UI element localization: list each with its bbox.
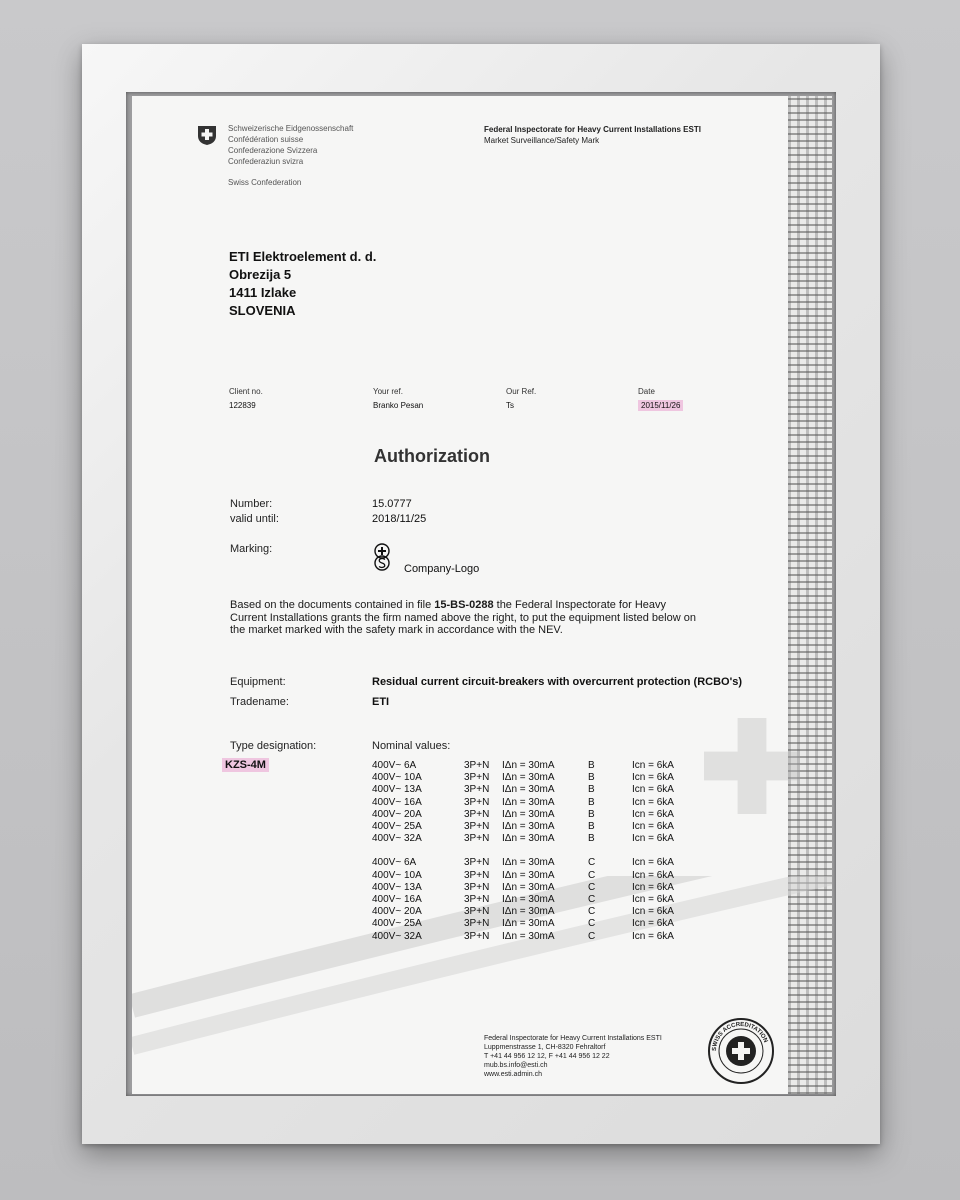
recipient-address — [229, 248, 376, 320]
type-designation-value: KZS-4M — [222, 759, 269, 771]
nominal-value-cell: 3P+N — [464, 869, 490, 881]
nominal-value-cell: Icn = 6kA — [632, 833, 674, 845]
nominal-value-cell: Icn = 6kA — [632, 918, 674, 930]
recipient-city: 1411 Izlake — [229, 285, 297, 300]
nominal-value-cell: IΔn = 30mA — [502, 906, 555, 918]
nominal-value-cell: B — [588, 821, 595, 833]
nominal-value-cell: IΔn = 30mA — [502, 857, 555, 869]
nominal-value-cell: 400V~ 32A — [372, 833, 422, 845]
nominal-value-row — [372, 906, 674, 918]
nominal-value-cell: B — [588, 760, 595, 771]
nominal-value-cell: B — [588, 784, 595, 796]
nominal-value-cell: Icn = 6kA — [632, 760, 674, 771]
confed-line-fr: Confédération suisse — [228, 135, 304, 144]
nominal-value-cell: 3P+N — [464, 930, 490, 942]
nominal-value-row — [372, 784, 674, 796]
nominal-value-cell: Icn = 6kA — [632, 796, 674, 808]
nominal-value-cell: 400V~ 20A — [372, 906, 422, 918]
date-value: 2015/11/26 — [638, 400, 683, 411]
ref-client — [229, 385, 263, 413]
valid-until-label: valid until: — [230, 513, 279, 525]
swiss-crest-icon — [196, 124, 218, 146]
nominal-value-cell: Icn = 6kA — [632, 857, 674, 869]
esti-header — [484, 124, 701, 146]
nominal-value-cell: Icn = 6kA — [632, 772, 674, 784]
safety-mark-icon — [372, 543, 392, 571]
nominal-value-row — [372, 833, 674, 845]
marking-text: Company-Logo — [404, 563, 480, 575]
nominal-value-cell: IΔn = 30mA — [502, 808, 555, 820]
nominal-value-cell: IΔn = 30mA — [502, 784, 555, 796]
nominal-value-cell: IΔn = 30mA — [502, 881, 555, 893]
esti-subtitle: Market Surveillance/Safety Mark — [484, 136, 600, 145]
confed-line-rm: Confederaziun svizra — [228, 157, 304, 166]
nominal-value-cell: 3P+N — [464, 881, 490, 893]
ref-date — [638, 385, 683, 413]
nominal-value-row — [372, 857, 674, 869]
tradename-label: Tradename: — [230, 696, 289, 708]
nominal-value-cell: 400V~ 13A — [372, 784, 422, 796]
nominal-value-cell: C — [588, 881, 596, 893]
nominal-value-row — [372, 809, 674, 821]
nominal-value-cell: B — [588, 833, 595, 845]
your-ref-value: Branko Pesan — [373, 401, 424, 410]
footer-line: www.esti.admin.ch — [484, 1071, 542, 1078]
nominal-value-cell: C — [588, 894, 596, 906]
nominal-value-cell: IΔn = 30mA — [502, 772, 555, 784]
nominal-value-cell: 400V~ 6A — [372, 760, 417, 771]
nominal-value-cell: C — [588, 857, 596, 869]
date-label: Date — [638, 387, 655, 396]
esti-title: Federal Inspectorate for Heavy Current Installations ESTI — [484, 125, 701, 134]
footer-address — [484, 1034, 662, 1079]
nominal-value-cell: 3P+N — [464, 918, 490, 930]
recipient-street: Obrezija 5 — [229, 267, 292, 282]
nominal-value-cell: B — [588, 808, 595, 820]
recipient-company: ETI Elektroelement d. d. — [229, 249, 377, 264]
nominal-value-cell: 3P+N — [464, 833, 490, 845]
nominal-value-row — [372, 870, 674, 882]
rows-group-b — [372, 760, 674, 845]
nominal-value-cell: IΔn = 30mA — [502, 833, 555, 845]
nominal-value-cell: Icn = 6kA — [632, 906, 674, 918]
nominal-value-cell: Icn = 6kA — [632, 784, 674, 796]
client-no-value: 122839 — [229, 401, 256, 410]
nominal-value-cell: Icn = 6kA — [632, 808, 674, 820]
nominal-value-cell: IΔn = 30mA — [502, 930, 555, 942]
nominal-value-row — [372, 918, 674, 930]
equipment-value: Residual current circuit-breakers with overcurrent protection (RCBO's) — [372, 676, 742, 688]
tradename-value: ETI — [372, 696, 390, 708]
nominal-value-cell: B — [588, 796, 595, 808]
client-no-label: Client no. — [229, 387, 263, 396]
footer-line: T +41 44 956 12 12, F +41 44 956 12 22 — [484, 1053, 610, 1060]
nominal-value-cell: Icn = 6kA — [632, 869, 674, 881]
confederation-names — [228, 123, 353, 188]
nominal-value-cell: B — [588, 772, 595, 784]
nominal-value-cell: 400V~ 13A — [372, 881, 422, 893]
nominal-value-row — [372, 882, 674, 894]
nominal-value-cell: 400V~ 25A — [372, 821, 422, 833]
nominal-value-cell: 3P+N — [464, 894, 490, 906]
nominal-value-cell: 400V~ 16A — [372, 894, 422, 906]
nominal-value-cell: Icn = 6kA — [632, 821, 674, 833]
confed-line-it: Confederazione Svizzera — [228, 146, 318, 155]
nominal-value-cell: 400V~ 6A — [372, 857, 417, 869]
nominal-value-cell: IΔn = 30mA — [502, 796, 555, 808]
nominal-value-row — [372, 797, 674, 809]
nominal-value-cell: 3P+N — [464, 857, 490, 869]
number-value: 15.0777 — [372, 498, 412, 510]
authorization-paragraph — [230, 599, 700, 637]
nominal-value-cell: Icn = 6kA — [632, 881, 674, 893]
swiss-confederation: Swiss Confederation — [228, 178, 302, 187]
paragraph-file: 15-BS-0288 — [434, 599, 494, 611]
nominal-value-cell: IΔn = 30mA — [502, 821, 555, 833]
nominal-value-cell: 400V~ 10A — [372, 869, 422, 881]
nominal-value-cell: 400V~ 10A — [372, 772, 422, 784]
nominal-value-cell: 400V~ 20A — [372, 808, 422, 820]
watermark-swiss-cross — [692, 706, 812, 826]
nominal-value-cell: 400V~ 25A — [372, 918, 422, 930]
nominal-value-cell: C — [588, 918, 596, 930]
nominal-value-cell: C — [588, 906, 596, 918]
marking-label: Marking: — [230, 543, 273, 555]
accreditation-seal-icon — [706, 1016, 776, 1086]
our-ref-label: Our Ref. — [506, 387, 537, 396]
nominal-value-cell: 3P+N — [464, 760, 490, 771]
our-ref-value: Ts — [506, 401, 514, 410]
seal-text: SWISS ACCREDITATION — [711, 1021, 769, 1052]
nominal-value-cell: Icn = 6kA — [632, 894, 674, 906]
footer-line: Federal Inspectorate for Heavy Current Installations ESTI — [484, 1035, 662, 1042]
type-designation-label: Type designation: — [230, 740, 317, 752]
confed-line-de: Schweizerische Eidgenossenschaft — [228, 124, 354, 133]
nominal-value-row — [372, 894, 674, 906]
nominal-value-cell: 3P+N — [464, 796, 490, 808]
ref-our — [506, 385, 536, 413]
nominal-value-cell: 400V~ 32A — [372, 930, 422, 942]
nominal-value-cell: 3P+N — [464, 808, 490, 820]
equipment-label: Equipment: — [230, 676, 286, 688]
valid-until-value: 2018/11/25 — [372, 513, 427, 525]
nominal-value-row — [372, 931, 674, 943]
certificate-document — [132, 96, 832, 1094]
nominal-value-cell: C — [588, 869, 596, 881]
nominal-value-cell: 3P+N — [464, 821, 490, 833]
nominal-values-label: Nominal values: — [372, 740, 451, 752]
document-title: Authorization — [374, 446, 490, 466]
paragraph-post: the Federal Inspectorate for Heavy Current Installations grants the firm named above the right, to put the equipment listed below on the market marked with the safety mark in accordance with the NEV. — [230, 599, 696, 636]
ref-your — [373, 385, 423, 413]
nominal-value-cell: IΔn = 30mA — [502, 869, 555, 881]
paragraph-pre: Based on the documents contained in file — [230, 599, 435, 611]
nominal-values-table — [372, 760, 674, 943]
nominal-value-cell: C — [588, 930, 596, 942]
footer-line: Luppmenstrasse 1, CH-8320 Fehraltorf — [484, 1044, 606, 1051]
nominal-value-row — [372, 821, 674, 833]
rows-group-c — [372, 857, 674, 942]
nominal-value-cell: IΔn = 30mA — [502, 918, 555, 930]
your-ref-label: Your ref. — [373, 387, 403, 396]
nominal-value-row — [372, 772, 674, 784]
nominal-value-cell: 3P+N — [464, 906, 490, 918]
nominal-value-cell: 3P+N — [464, 772, 490, 784]
recipient-country: SLOVENIA — [229, 303, 296, 318]
nominal-value-cell: 3P+N — [464, 784, 490, 796]
nominal-value-row — [372, 760, 674, 772]
number-label: Number: — [230, 498, 273, 510]
nominal-value-cell: IΔn = 30mA — [502, 894, 555, 906]
footer-line: mub.bs.info@esti.ch — [484, 1062, 548, 1069]
nominal-value-cell: IΔn = 30mA — [502, 760, 555, 771]
nominal-value-cell: 400V~ 16A — [372, 796, 422, 808]
nominal-value-cell: Icn = 6kA — [632, 930, 674, 942]
